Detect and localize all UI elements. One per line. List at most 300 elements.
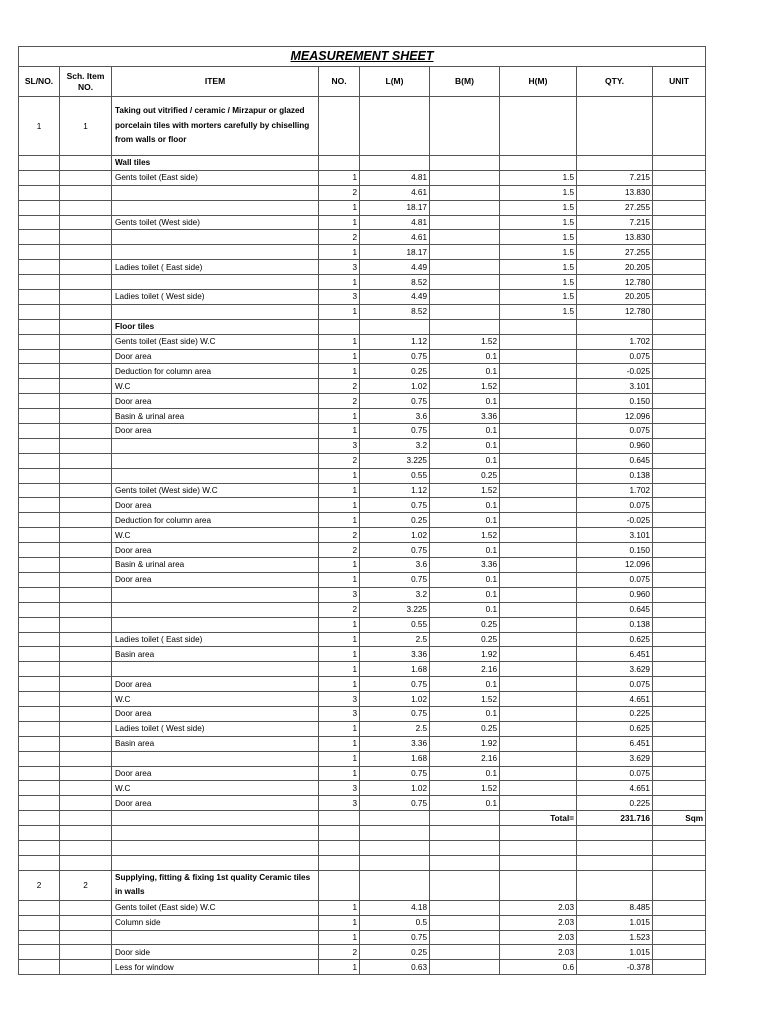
item-cell: Ladies toilet ( West side) (112, 290, 319, 305)
qty-cell: 0.138 (577, 617, 653, 632)
sl-cell (19, 721, 60, 736)
table-row (19, 632, 706, 647)
qty-cell: 0.075 (577, 677, 653, 692)
item-cell (112, 811, 319, 826)
no-cell (319, 156, 360, 171)
breadth-cell (430, 930, 500, 945)
no-cell: 3 (319, 438, 360, 453)
qty-cell: 0.225 (577, 706, 653, 721)
sch-item-cell (60, 915, 112, 930)
height-cell: 2.03 (500, 930, 577, 945)
sl-cell (19, 200, 60, 215)
height-cell (500, 662, 577, 677)
item-cell: Ladies toilet ( East side) (112, 632, 319, 647)
unit-cell (653, 364, 706, 379)
sl-cell (19, 543, 60, 558)
height-cell (500, 766, 577, 781)
sch-item-cell (60, 513, 112, 528)
height-cell (500, 706, 577, 721)
table-row (19, 453, 706, 468)
qty-cell: 7.215 (577, 215, 653, 230)
length-cell: 0.75 (360, 498, 430, 513)
header-sch-item: Sch. Item NO. (60, 67, 112, 97)
unit-cell (653, 543, 706, 558)
no-cell: 1 (319, 677, 360, 692)
qty-cell: 1.702 (577, 483, 653, 498)
length-cell: 4.49 (360, 290, 430, 305)
no-cell: 3 (319, 781, 360, 796)
item-cell (112, 602, 319, 617)
sch-item-cell (60, 483, 112, 498)
sl-cell (19, 796, 60, 811)
item-cell (112, 230, 319, 245)
sl-cell (19, 290, 60, 305)
unit-cell (653, 483, 706, 498)
item-cell: Door area (112, 498, 319, 513)
sch-item-cell (60, 200, 112, 215)
sl-cell (19, 379, 60, 394)
length-cell: 4.61 (360, 230, 430, 245)
breadth-cell: 1.52 (430, 379, 500, 394)
sch-item-cell (60, 930, 112, 945)
length-cell (360, 97, 430, 156)
breadth-cell (430, 811, 500, 826)
height-cell (500, 483, 577, 498)
item-cell: W.C (112, 692, 319, 707)
length-cell: 18.17 (360, 200, 430, 215)
unit-cell (653, 334, 706, 349)
no-cell: 1 (319, 170, 360, 185)
sch-item-cell (60, 424, 112, 439)
unit-cell (653, 260, 706, 275)
height-cell (500, 156, 577, 171)
length-cell: 1.68 (360, 751, 430, 766)
qty-cell: 6.451 (577, 647, 653, 662)
sl-cell (19, 185, 60, 200)
unit-cell (653, 632, 706, 647)
sl-cell (19, 587, 60, 602)
height-cell (500, 587, 577, 602)
sl-cell (19, 170, 60, 185)
breadth-cell (430, 900, 500, 915)
breadth-cell: 0.1 (430, 796, 500, 811)
item-cell: Basin & urinal area (112, 558, 319, 573)
sch-item-cell (60, 587, 112, 602)
height-cell (500, 349, 577, 364)
sch-item-cell (60, 245, 112, 260)
length-cell: 3.6 (360, 558, 430, 573)
breadth-cell: 0.1 (430, 766, 500, 781)
unit-cell (653, 781, 706, 796)
breadth-cell (430, 870, 500, 900)
no-cell: 1 (319, 572, 360, 587)
height-cell (500, 855, 577, 870)
sch-item-cell (60, 290, 112, 305)
breadth-cell (430, 275, 500, 290)
table-row (19, 394, 706, 409)
sl-cell (19, 602, 60, 617)
sl-cell (19, 811, 60, 826)
unit-cell (653, 930, 706, 945)
table-row (19, 409, 706, 424)
breadth-cell (430, 304, 500, 319)
qty-cell: 3.629 (577, 662, 653, 677)
qty-cell: 231.716 (577, 811, 653, 826)
sl-cell (19, 483, 60, 498)
length-cell: 1.68 (360, 662, 430, 677)
qty-cell: 0.075 (577, 572, 653, 587)
unit-cell (653, 692, 706, 707)
sl-cell (19, 468, 60, 483)
breadth-cell: 0.1 (430, 572, 500, 587)
sch-item-cell (60, 498, 112, 513)
sl-cell (19, 781, 60, 796)
unit-cell (653, 766, 706, 781)
no-cell: 1 (319, 736, 360, 751)
qty-cell: 1.015 (577, 945, 653, 960)
sl-cell (19, 215, 60, 230)
length-cell: 0.25 (360, 364, 430, 379)
no-cell: 1 (319, 930, 360, 945)
breadth-cell: 1.52 (430, 334, 500, 349)
no-cell: 1 (319, 960, 360, 975)
qty-cell: 0.645 (577, 453, 653, 468)
sl-cell (19, 617, 60, 632)
no-cell: 3 (319, 587, 360, 602)
no-cell: 1 (319, 468, 360, 483)
height-cell (500, 870, 577, 900)
unit-cell (653, 200, 706, 215)
breadth-cell: 1.52 (430, 528, 500, 543)
table-row (19, 558, 706, 573)
item-cell (112, 930, 319, 945)
length-cell: 0.75 (360, 394, 430, 409)
length-cell (360, 855, 430, 870)
breadth-cell (430, 290, 500, 305)
breadth-cell: 3.36 (430, 558, 500, 573)
item-cell: Ladies toilet ( West side) (112, 721, 319, 736)
sl-cell (19, 260, 60, 275)
qty-cell: 4.651 (577, 781, 653, 796)
sch-item-cell (60, 736, 112, 751)
table-row (19, 97, 706, 156)
item-cell: Floor tiles (112, 319, 319, 334)
length-cell: 2.5 (360, 632, 430, 647)
breadth-cell (430, 826, 500, 841)
no-cell: 1 (319, 751, 360, 766)
item-cell (112, 662, 319, 677)
length-cell: 0.75 (360, 930, 430, 945)
qty-cell: 7.215 (577, 170, 653, 185)
no-cell: 1 (319, 409, 360, 424)
no-cell: 1 (319, 498, 360, 513)
sch-item-cell (60, 677, 112, 692)
height-cell: 2.03 (500, 945, 577, 960)
measurement-sheet-table (18, 46, 706, 975)
item-cell: Gents toilet (West side) W.C (112, 483, 319, 498)
qty-cell: 12.780 (577, 304, 653, 319)
item-cell: Column side (112, 915, 319, 930)
breadth-cell: 0.25 (430, 468, 500, 483)
item-cell: Door area (112, 706, 319, 721)
sl-cell (19, 156, 60, 171)
length-cell: 0.63 (360, 960, 430, 975)
length-cell: 3.36 (360, 736, 430, 751)
qty-cell: 12.780 (577, 275, 653, 290)
height-cell (500, 453, 577, 468)
table-row (19, 364, 706, 379)
sl-cell (19, 855, 60, 870)
item-cell (112, 200, 319, 215)
unit-cell (653, 468, 706, 483)
sch-item-cell (60, 409, 112, 424)
sch-item-cell (60, 751, 112, 766)
table-row (19, 438, 706, 453)
height-cell (500, 513, 577, 528)
sch-item-cell (60, 602, 112, 617)
qty-cell: 20.205 (577, 260, 653, 275)
item-cell (112, 245, 319, 260)
table-row (19, 602, 706, 617)
no-cell: 1 (319, 245, 360, 260)
height-cell: 1.5 (500, 260, 577, 275)
sch-item-cell (60, 379, 112, 394)
item-cell: Gents toilet (West side) (112, 215, 319, 230)
table-row (19, 855, 706, 870)
table-row (19, 736, 706, 751)
breadth-cell (430, 855, 500, 870)
height-cell (500, 438, 577, 453)
no-cell: 1 (319, 721, 360, 736)
qty-cell: 0.075 (577, 766, 653, 781)
height-cell: 1.5 (500, 245, 577, 260)
breadth-cell (430, 840, 500, 855)
unit-cell (653, 572, 706, 587)
height-cell (500, 647, 577, 662)
unit-cell (653, 662, 706, 677)
height-cell (500, 528, 577, 543)
height-cell (500, 736, 577, 751)
breadth-cell: 0.1 (430, 706, 500, 721)
no-cell: 2 (319, 945, 360, 960)
unit-cell (653, 736, 706, 751)
no-cell: 1 (319, 275, 360, 290)
sch-item-cell (60, 662, 112, 677)
sch-item-cell (60, 364, 112, 379)
length-cell: 3.225 (360, 602, 430, 617)
sch-item-cell (60, 796, 112, 811)
breadth-cell (430, 945, 500, 960)
length-cell (360, 826, 430, 841)
sl-cell (19, 677, 60, 692)
table-row (19, 781, 706, 796)
sl-cell (19, 558, 60, 573)
height-cell (500, 617, 577, 632)
breadth-cell (430, 319, 500, 334)
no-cell: 1 (319, 617, 360, 632)
length-cell: 1.12 (360, 483, 430, 498)
height-cell (500, 394, 577, 409)
qty-cell: 27.255 (577, 200, 653, 215)
length-cell: 0.75 (360, 543, 430, 558)
unit-cell (653, 706, 706, 721)
height-cell: 1.5 (500, 215, 577, 230)
breadth-cell: 1.52 (430, 692, 500, 707)
title-row (19, 47, 706, 67)
unit-cell (653, 438, 706, 453)
height-cell (500, 334, 577, 349)
breadth-cell: 0.1 (430, 438, 500, 453)
item-cell: Door area (112, 677, 319, 692)
breadth-cell: 1.92 (430, 647, 500, 662)
sch-item-cell (60, 632, 112, 647)
item-cell (112, 751, 319, 766)
unit-cell (653, 528, 706, 543)
table-row (19, 498, 706, 513)
unit-cell (653, 900, 706, 915)
header-item: ITEM (112, 67, 319, 97)
unit-cell (653, 394, 706, 409)
unit-cell (653, 245, 706, 260)
no-cell (319, 811, 360, 826)
unit-cell (653, 870, 706, 900)
length-cell: 8.52 (360, 275, 430, 290)
height-cell (500, 721, 577, 736)
sch-item-cell (60, 528, 112, 543)
height-cell (500, 796, 577, 811)
height-cell: 2.03 (500, 900, 577, 915)
qty-cell: 0.960 (577, 438, 653, 453)
unit-cell (653, 945, 706, 960)
unit-cell (653, 960, 706, 975)
length-cell: 1.02 (360, 528, 430, 543)
qty-cell: 1.702 (577, 334, 653, 349)
qty-cell: 6.451 (577, 736, 653, 751)
item-cell (112, 304, 319, 319)
sl-cell (19, 319, 60, 334)
qty-cell: 3.101 (577, 379, 653, 394)
unit-cell (653, 826, 706, 841)
no-cell: 2 (319, 602, 360, 617)
breadth-cell (430, 230, 500, 245)
unit-cell (653, 156, 706, 171)
item-cell: Deduction for column area (112, 513, 319, 528)
length-cell: 0.75 (360, 424, 430, 439)
height-cell (500, 602, 577, 617)
sl-cell (19, 409, 60, 424)
item-cell (112, 587, 319, 602)
length-cell: 0.75 (360, 796, 430, 811)
breadth-cell: 0.25 (430, 617, 500, 632)
item-cell (112, 617, 319, 632)
height-cell (500, 543, 577, 558)
height-cell: 1.5 (500, 170, 577, 185)
sch-item-cell (60, 185, 112, 200)
sch-item-cell (60, 572, 112, 587)
table-row (19, 960, 706, 975)
item-cell: W.C (112, 379, 319, 394)
qty-cell (577, 319, 653, 334)
no-cell: 3 (319, 290, 360, 305)
qty-cell: 12.096 (577, 558, 653, 573)
unit-cell (653, 409, 706, 424)
qty-cell: 0.075 (577, 498, 653, 513)
table-row (19, 483, 706, 498)
item-cell: Door area (112, 349, 319, 364)
height-cell (500, 781, 577, 796)
table-row (19, 647, 706, 662)
table-row (19, 572, 706, 587)
breadth-cell (430, 960, 500, 975)
breadth-cell (430, 156, 500, 171)
sch-item-cell (60, 721, 112, 736)
sch-item-cell (60, 781, 112, 796)
table-row (19, 275, 706, 290)
length-cell: 1.02 (360, 692, 430, 707)
qty-cell: 0.075 (577, 349, 653, 364)
sl-cell (19, 275, 60, 290)
no-cell: 1 (319, 915, 360, 930)
table-row (19, 870, 706, 900)
height-cell (500, 498, 577, 513)
no-cell (319, 840, 360, 855)
table-row (19, 230, 706, 245)
table-row (19, 840, 706, 855)
no-cell: 1 (319, 215, 360, 230)
qty-cell: 3.629 (577, 751, 653, 766)
qty-cell: 1.523 (577, 930, 653, 945)
no-cell: 1 (319, 483, 360, 498)
sheet-title: MEASUREMENT SHEET (19, 47, 706, 67)
breadth-cell (430, 245, 500, 260)
item-cell: Basin & urinal area (112, 409, 319, 424)
table-row (19, 170, 706, 185)
qty-cell: 0.625 (577, 721, 653, 736)
breadth-cell: 0.1 (430, 453, 500, 468)
breadth-cell: 0.1 (430, 349, 500, 364)
item-cell (112, 185, 319, 200)
qty-cell: 0.150 (577, 543, 653, 558)
no-cell: 1 (319, 349, 360, 364)
qty-cell: 0.625 (577, 632, 653, 647)
item-cell: Door area (112, 796, 319, 811)
qty-cell: 13.830 (577, 185, 653, 200)
no-cell: 2 (319, 230, 360, 245)
table-row (19, 245, 706, 260)
item-cell: Door side (112, 945, 319, 960)
sl-cell (19, 349, 60, 364)
item-cell (112, 438, 319, 453)
breadth-cell: 0.1 (430, 543, 500, 558)
height-cell: 2.03 (500, 915, 577, 930)
sl-cell (19, 840, 60, 855)
breadth-cell: 0.25 (430, 721, 500, 736)
qty-cell: 8.485 (577, 900, 653, 915)
length-cell: 4.18 (360, 900, 430, 915)
table-row (19, 766, 706, 781)
sl-cell (19, 498, 60, 513)
item-cell: Gents toilet (East side) (112, 170, 319, 185)
breadth-cell: 3.36 (430, 409, 500, 424)
item-cell: Basin area (112, 736, 319, 751)
height-cell (500, 409, 577, 424)
length-cell: 3.6 (360, 409, 430, 424)
sch-item-cell (60, 394, 112, 409)
breadth-cell: 2.16 (430, 662, 500, 677)
length-cell: 1.02 (360, 781, 430, 796)
item-cell: Basin area (112, 647, 319, 662)
length-cell: 1.02 (360, 379, 430, 394)
